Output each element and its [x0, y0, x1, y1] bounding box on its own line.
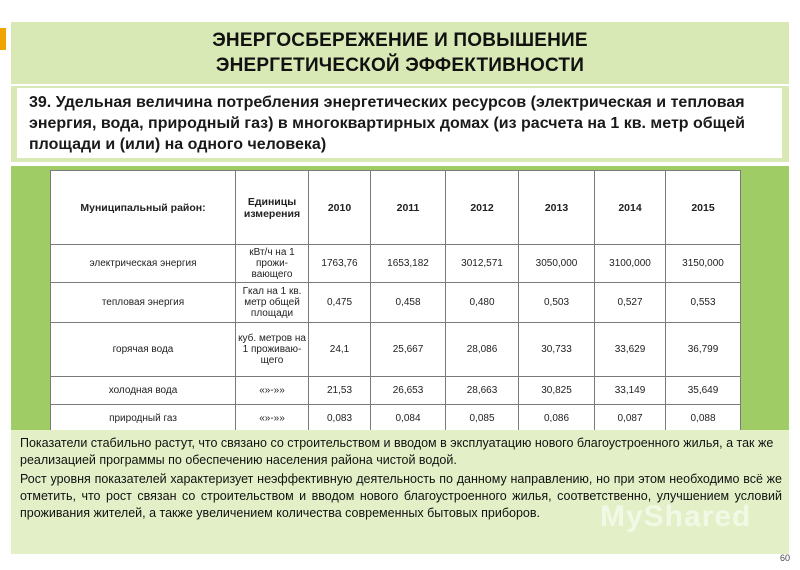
- row-value: 1653,182: [371, 245, 446, 283]
- row-value: 0,086: [519, 405, 595, 433]
- row-value: 36,799: [666, 323, 741, 377]
- row-name: холодная вода: [51, 377, 236, 405]
- row-value: 0,085: [446, 405, 519, 433]
- row-unit: «»-»»: [236, 377, 309, 405]
- watermark-logo: MyShared: [600, 500, 752, 533]
- row-value: 3150,000: [666, 245, 741, 283]
- row-value: 0,480: [446, 283, 519, 323]
- header-year: 2012: [446, 171, 519, 245]
- header-district: Муниципальный район:: [51, 171, 236, 245]
- row-unit: «»-»»: [236, 405, 309, 433]
- row-value: 26,653: [371, 377, 446, 405]
- row-value: 3012,571: [446, 245, 519, 283]
- row-unit: Гкал на 1 кв. метр общей площади: [236, 283, 309, 323]
- row-value: 0,084: [371, 405, 446, 433]
- note-paragraph-1: Показатели стабильно растут, что связано со строительством и вводом в эксплуатацию нового благоустроенного жилья, а так же реализацией программы по обеспечению населения района чистой водой.: [20, 436, 774, 467]
- row-value: 0,083: [309, 405, 371, 433]
- row-value: 30,825: [519, 377, 595, 405]
- row-value: 21,53: [309, 377, 371, 405]
- table-row: [51, 323, 741, 377]
- page-number: 60: [780, 553, 791, 563]
- row-value: 33,629: [595, 323, 666, 377]
- header-year: 2010: [309, 171, 371, 245]
- row-value: 3100,000: [595, 245, 666, 283]
- row-name: горячая вода: [51, 323, 236, 377]
- row-name: электрическая энергия: [51, 245, 236, 283]
- header-year: 2015: [666, 171, 741, 245]
- title-line-2: ЭНЕРГЕТИЧЕСКОЙ ЭФФЕКТИВНОСТИ: [215, 55, 585, 76]
- row-value: 30,733: [519, 323, 595, 377]
- row-value: 35,649: [666, 377, 741, 405]
- table-row: [51, 405, 741, 433]
- row-value: 0,088: [666, 405, 741, 433]
- row-value: 25,667: [371, 323, 446, 377]
- row-value: 24,1: [309, 323, 371, 377]
- header-row: [51, 171, 741, 245]
- row-value: 0,553: [666, 283, 741, 323]
- header-year: 2011: [371, 171, 446, 245]
- row-name: природный газ: [51, 405, 236, 433]
- table-row: [51, 245, 741, 283]
- note-paragraph-2: Рост уровня показателей характеризует неэффективную деятельность по данному направлению, но при этом необходимо всё же отметить, что рост связан со строительством и вводом нового благоустроенного жилья, соответственно, улучшением условий проживания жителей, а также увеличением количества современных бытовых приборов.: [20, 472, 782, 520]
- header-year: 2013: [519, 171, 595, 245]
- row-unit: кВт/ч на 1 прожи-вающего: [236, 245, 309, 283]
- row-value: 0,087: [595, 405, 666, 433]
- title-line-1: ЭНЕРГОСБЕРЕЖЕНИЕ И ПОВЫШЕНИЕ: [212, 30, 588, 51]
- row-value: 0,503: [519, 283, 595, 323]
- subtitle-panel: [17, 88, 782, 158]
- subtitle-text: 39. Удельная величина потребления энергетических ресурсов (электрическая и тепловая энергия, вода, природный газ) в многоквартирных домах (из расчета на 1 кв. метр общей площади и (или) на одного человека): [29, 94, 745, 153]
- row-value: 0,475: [309, 283, 371, 323]
- table-row: [51, 283, 741, 323]
- row-value: 28,086: [446, 323, 519, 377]
- row-value: 0,527: [595, 283, 666, 323]
- subtitle-box: [11, 86, 789, 162]
- row-unit: куб. метров на 1 проживаю-щего: [236, 323, 309, 377]
- table-row: [51, 377, 741, 405]
- data-table: [50, 170, 741, 433]
- row-value: 28,663: [446, 377, 519, 405]
- title-box: [11, 22, 789, 84]
- row-value: 3050,000: [519, 245, 595, 283]
- row-value: 1763,76: [309, 245, 371, 283]
- row-name: тепловая энергия: [51, 283, 236, 323]
- row-value: 0,458: [371, 283, 446, 323]
- header-year: 2014: [595, 171, 666, 245]
- accent-bar: [0, 28, 6, 50]
- header-unit: Единицы измерения: [236, 171, 309, 245]
- row-value: 33,149: [595, 377, 666, 405]
